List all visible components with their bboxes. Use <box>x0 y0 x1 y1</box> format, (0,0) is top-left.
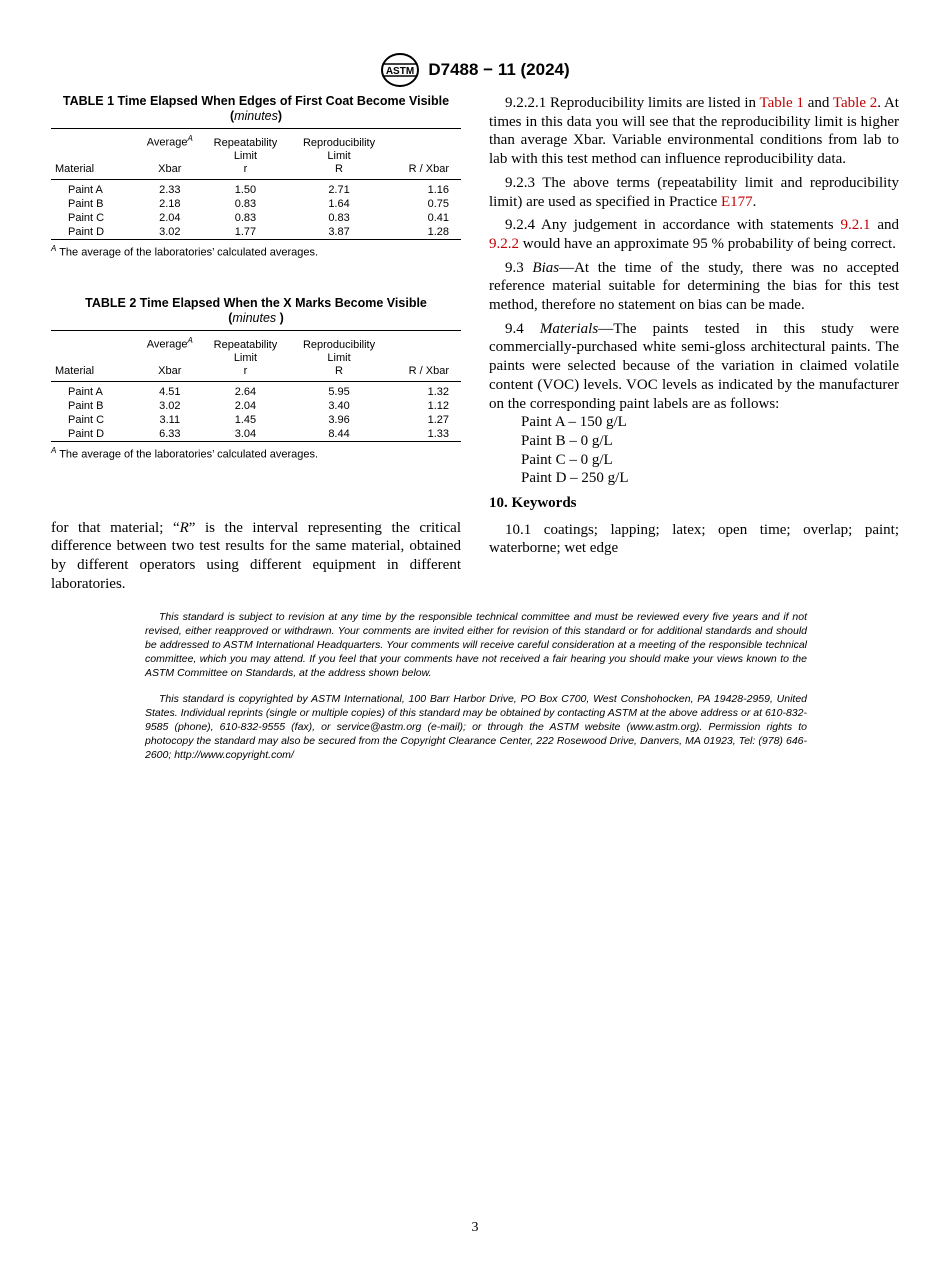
paragraph-9-4: 9.4 Materials—The paints tested in this study were commercially-purchased white semi-gloss architectural paints. The paints were selected because of the variation in claimed volatile content (VOC) levels. VOC levels as indicated by the manufacturer on the corresponding paint labels are as follows: <box>489 320 899 412</box>
table1: Average$^A$ Repeatability Reproducibility Limit Limit Material Xbar r R R / Xbar Paint A 2.33 1.50 2.71 1.16 Paint B 2.18 0.83 1.64 0.75 Paint C 2.04 0.83 0.83 0.41 Paint D 3.02 1.77 3.87 1.28 <box>51 128 461 240</box>
copyright-notice: This standard is copyrighted by ASTM International, 100 Barr Harbor Drive, PO Box C700, West Conshohocken, PA 19428-2959, United States. Individual reprints (single or multiple copies) of this standard may be obtained by contacting ASTM at the above address or at 610-832-9585 (phone), 610-832-9555 (fax), or service@astm.org (e-mail); or through the ASTM website (www.astm.org). Permission rights to photocopy the standard may also be secured from the Copyright Clearance Center, 222 Rosewood Drive, Danvers, MA 01923, Tel: (978) 646-2600; http://www.copyright.com/ <box>145 693 807 761</box>
table2-block <box>51 296 461 460</box>
page-header <box>0 52 950 88</box>
link-table-1[interactable]: Table 1 <box>759 95 804 111</box>
paragraph-9-2-2-1: 9.2.2.1 Reproducibility limits are listed in Table 1 and Table 2. At times in this data you will see that the reproducibility limit is higher than average Xbar. Variable environmental conditions from lab to lab with this test method can influence reproducibility data. <box>489 95 899 168</box>
link-e177[interactable]: E177 <box>721 193 753 210</box>
link-9-2-1[interactable]: 9.2.1 <box>840 217 871 234</box>
revision-notice: This standard is subject to revision at any time by the responsible technical committee and must be reviewed every five years and if not revised, either reapproved or withdrawn. Your comments are invited either for revision of this standard or for additional standards and should be addressed to ASTM International Headquarters. Your comments will receive careful consideration at a meeting of the responsible technical committee, which you may attend. If you feel that your comments have not received a fair hearing you should make your views known to the ASTM Committee on Standards, at the address shown below. <box>145 611 807 679</box>
list-item: Paint C – 0 g/L <box>521 451 613 468</box>
logo-text: ASTM <box>386 66 415 77</box>
table-row: Paint A 4.51 2.64 5.95 1.32 <box>68 385 449 398</box>
table1-footnote: $^A$ The average of the laboratories’ calculated averages. <box>51 243 319 259</box>
astm-logo <box>380 52 420 88</box>
list-item: Paint B – 0 g/L <box>521 432 613 449</box>
left-column <box>51 94 461 593</box>
paragraph-9-2-3: 9.2.3 The above terms (repeatability limit and reproducibility limit) are used as specified in Practice E177. <box>489 174 899 210</box>
left-body-paragraph: for that material; “R” is the interval representing the critical difference between two test results for the same material, obtained by different operators using different equipment in different laboratories. <box>51 519 461 592</box>
table-row: Paint B 3.02 2.04 3.40 1.12 <box>68 399 449 412</box>
table2-title: TABLE 2 Time Elapsed When the X Marks Become Visible <box>85 296 427 311</box>
keywords-paragraph: 10.1 coatings; lapping; latex; open time; overlap; paint; waterborne; wet edge <box>489 521 899 557</box>
table-row: Paint C 3.11 1.45 3.96 1.27 <box>68 413 449 426</box>
table-row: Paint A 2.33 1.50 2.71 1.16 <box>68 183 449 196</box>
table2-unit: (minutes ) <box>228 311 284 326</box>
table-row: Paint D 6.33 3.04 8.44 1.33 <box>51 427 461 442</box>
paragraph-9-2-4: 9.2.4 Any judgement in accordance with statements 9.2.1 and 9.2.2 would have an approximate 95 % probability of being correct. <box>489 217 899 252</box>
table-row: Paint B 2.18 0.83 1.64 0.75 <box>68 197 449 210</box>
page-number: 3 <box>471 1220 479 1235</box>
table-row: Paint D 3.02 1.77 3.87 1.28 <box>51 225 461 240</box>
document-id: D7488 − 11 (2024) <box>428 60 570 79</box>
table-row: Paint C 2.04 0.83 0.83 0.41 <box>68 211 449 224</box>
list-item: Paint A – 150 g/L <box>521 414 627 431</box>
paint-voc-list <box>521 413 899 488</box>
table2: Average$^A$ Repeatability Reproducibility Limit Limit Material Xbar r R R / Xbar Paint A 4.51 2.64 5.95 1.32 Paint B 3.02 2.04 3.40 1.12 Paint C 3.11 1.45 3.96 1.27 Paint D 6.33 3.04 8.44 1.33 <box>51 330 461 442</box>
table1-title: TABLE 1 Time Elapsed When Edges of First Coat Become Visible <box>62 94 450 108</box>
list-item: Paint D – 250 g/L <box>521 470 629 487</box>
link-table-2[interactable]: Table 2 <box>832 95 878 111</box>
table2-footnote: $^A$ The average of the laboratories’ calculated averages. <box>51 445 319 461</box>
footer-notes <box>145 610 807 774</box>
link-9-2-2[interactable]: 9.2.2 <box>489 235 519 252</box>
paragraph-9-3: 9.3 Bias—At the time of the study, there was no accepted reference material suitable for determining the bias for this test method, therefore no statement on bias can be made. <box>489 259 899 314</box>
right-column <box>489 94 899 563</box>
table1-block <box>51 94 461 258</box>
keywords-heading: 10. Keywords <box>489 495 577 512</box>
table1-unit: (minutes) <box>229 109 283 123</box>
